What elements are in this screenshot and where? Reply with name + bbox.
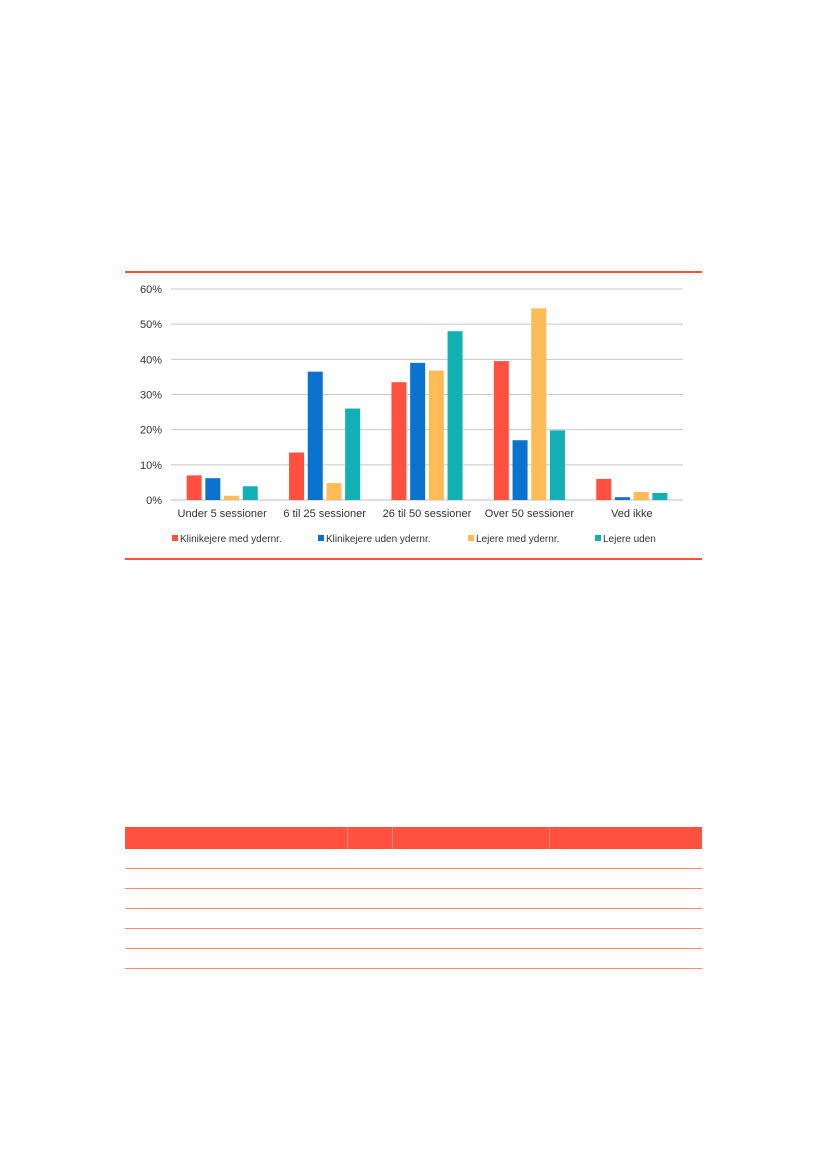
- table-cell: [125, 949, 347, 969]
- table-cell: [549, 889, 702, 909]
- bar: [187, 475, 202, 500]
- table-cell: [549, 869, 702, 889]
- table-header-cell: [125, 827, 347, 849]
- table-cell: [392, 929, 549, 949]
- table-row: [125, 869, 702, 889]
- table-row: [125, 849, 702, 869]
- bar: [550, 430, 565, 500]
- bar: [308, 372, 323, 500]
- table-header-cell: [347, 827, 392, 849]
- legend-swatch: [468, 535, 474, 541]
- table-cell: [347, 909, 392, 929]
- bar: [494, 361, 509, 500]
- table-row: [125, 909, 702, 929]
- bar: [205, 478, 220, 500]
- table-cell: [392, 869, 549, 889]
- legend-swatch: [595, 535, 601, 541]
- table-header-cell: [392, 827, 549, 849]
- table-row: [125, 929, 702, 949]
- table-header-cell: [549, 827, 702, 849]
- legend-swatch: [172, 535, 178, 541]
- table-row: [125, 949, 702, 969]
- bar: [410, 363, 425, 500]
- x-tick-label: Ved ikke: [611, 508, 653, 520]
- chart-panel: [125, 271, 702, 561]
- y-tick-label: 20%: [139, 424, 162, 437]
- legend-label: Klinikejere med ydernr.: [180, 534, 282, 545]
- x-tick-label: Under 5 sessioner: [177, 508, 267, 520]
- bar: [652, 493, 667, 500]
- y-tick-label: 40%: [139, 354, 162, 367]
- y-tick-label: 30%: [139, 389, 162, 402]
- table-cell: [125, 889, 347, 909]
- table-cell: [392, 849, 549, 869]
- data-table: [125, 827, 702, 969]
- bar: [531, 308, 546, 500]
- table-cell: [392, 889, 549, 909]
- bar-chart: [125, 271, 702, 561]
- table-cell: [549, 849, 702, 869]
- bar: [596, 479, 611, 500]
- x-tick-label: 6 til 25 sessioner: [283, 508, 366, 520]
- bar: [634, 492, 649, 500]
- bar: [448, 331, 463, 500]
- table-cell: [347, 869, 392, 889]
- table-cell: [549, 929, 702, 949]
- table-cell: [347, 929, 392, 949]
- bar: [615, 497, 630, 500]
- y-tick-label: 50%: [139, 319, 162, 332]
- bar: [326, 483, 341, 500]
- table-cell: [125, 929, 347, 949]
- bar: [289, 453, 304, 500]
- table-cell: [125, 849, 347, 869]
- table-cell: [125, 909, 347, 929]
- bar: [224, 496, 239, 500]
- x-tick-label: 26 til 50 sessioner: [382, 508, 472, 520]
- legend-label: Lejere uden: [603, 534, 656, 545]
- table-cell: [392, 909, 549, 929]
- bar: [513, 440, 528, 500]
- y-tick-label: 60%: [139, 284, 162, 296]
- x-tick-label: Over 50 sessioner: [484, 508, 575, 520]
- bar: [243, 486, 258, 500]
- table-cell: [549, 949, 702, 969]
- bar: [391, 382, 406, 500]
- table-cell: [125, 869, 347, 889]
- legend-label: Klinikejere uden ydernr.: [326, 534, 431, 545]
- y-tick-label: 10%: [139, 459, 162, 472]
- table-cell: [347, 849, 392, 869]
- table-cell: [347, 949, 392, 969]
- table-cell: [347, 889, 392, 909]
- table-cell: [392, 949, 549, 969]
- legend-label: Lejere med ydernr.: [476, 534, 560, 545]
- legend-swatch: [318, 535, 324, 541]
- bar: [345, 409, 360, 500]
- table-header-row: [125, 827, 702, 849]
- table-row: [125, 889, 702, 909]
- table-cell: [549, 909, 702, 929]
- y-tick-label: 0%: [146, 495, 162, 507]
- bar: [429, 371, 444, 500]
